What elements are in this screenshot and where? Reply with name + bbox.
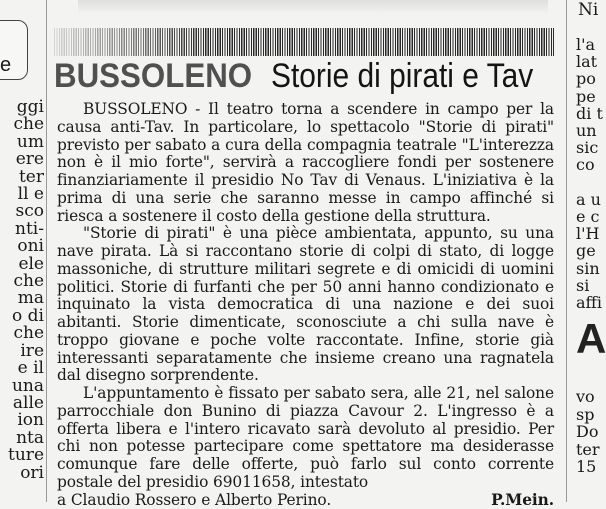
- right-top-fragment: Ni: [578, 0, 598, 20]
- left-column-line: ion: [8, 412, 44, 429]
- left-column-line: una: [8, 378, 44, 395]
- paragraph-2: "Storie di pirati" è una pièce ambientata, appunto, su una nave pirata. Là si raccontano storie di colpi di stato, di logge massoniche, di strutture militari segrete e di omicidi di uomini politici. Storie di furfanti che per 50 anni hanno condizionato e inquinato la vista democratica di una nazione e dei suoi abitanti. Storie dimenticate, sconosciute a chi sulla nave è troppo giovane e poche volte raccontate. Infine, storie già interessanti separatamente che insieme creano una ragnatela dal disegno sorprendente.: [57, 225, 554, 385]
- right-column-line: 15: [576, 458, 600, 476]
- left-column-line: ture: [8, 447, 44, 464]
- left-column-line: ma: [8, 290, 44, 307]
- right-column-line: vo: [576, 388, 600, 406]
- signature-line: [57, 492, 554, 509]
- left-column-line: ori: [8, 465, 44, 482]
- article: [48, 0, 560, 502]
- headline: [54, 56, 569, 96]
- left-column-line: ire: [8, 343, 44, 360]
- left-column-line: ll e: [8, 186, 44, 203]
- right-column-line: sp: [576, 406, 600, 424]
- left-column-fragment: [0, 0, 46, 502]
- right-headline-fragment: A: [576, 318, 606, 360]
- left-column-line: o di: [8, 308, 44, 325]
- headline-kicker: BUSSOLENO: [54, 56, 252, 96]
- left-column-line: ggi: [8, 99, 44, 116]
- left-column-line: oni: [8, 238, 44, 255]
- paragraph-3-tail: a Claudio Rossero e Alberto Perino.: [57, 492, 331, 509]
- right-column-line: l'a: [576, 36, 603, 53]
- paragraph-3: L'appuntamento è fissato per sabato sera, alle 21, nel salone parrocchiale don Bunino di piazza Cavour 2. L'ingresso è a offerta libera e l'intero ricavato sarà devoluto al presidio. Per chi non potesse partecipare come spettatore ma desiderasse comunque fare delle offerte, può farlo sul conto corrente postale del presidio 69011658, intestato: [57, 385, 554, 492]
- headline-title: Storie di pirati e Tav: [271, 56, 533, 96]
- left-column-lines: [8, 99, 44, 482]
- right-column-line: un: [576, 122, 603, 139]
- right-column-line: co: [576, 156, 603, 173]
- right-column-line: Do: [576, 423, 600, 441]
- right-column-line: a u: [576, 191, 603, 208]
- right-column-line: di t: [576, 105, 603, 122]
- left-column-line: um: [8, 134, 44, 151]
- left-column-line: sco: [8, 203, 44, 220]
- left-column-line: ter: [8, 169, 44, 186]
- left-column-line: nta: [8, 430, 44, 447]
- left-column-line: e il: [8, 360, 44, 377]
- column-rule-left: [46, 0, 47, 502]
- right-column-line: sin: [576, 260, 603, 277]
- left-box-char: e: [0, 55, 11, 75]
- right-column-fragment: [566, 0, 600, 502]
- right-column-line: po: [576, 70, 603, 87]
- left-column-line: ele: [8, 256, 44, 273]
- left-column-line: che: [8, 325, 44, 342]
- right-column-lines-upper: [576, 36, 603, 311]
- right-column-line: si: [576, 277, 603, 294]
- headline-hatch-band: [54, 28, 554, 56]
- right-column-line: [576, 174, 603, 191]
- right-column-line: e c: [576, 208, 603, 225]
- right-column-line: ter: [576, 441, 600, 459]
- left-column-line: nti-: [8, 221, 44, 238]
- right-column-line: sic: [576, 139, 603, 156]
- author-signature: P.Mein.: [491, 492, 554, 509]
- right-column-line: pe: [576, 88, 603, 105]
- right-column-line: affi: [576, 294, 603, 311]
- right-column-line: l'H: [576, 225, 603, 242]
- previous-article-fade: [78, 0, 548, 14]
- left-column-line: che: [8, 273, 44, 290]
- right-column-line: ge: [576, 242, 603, 259]
- right-column-line: lat: [576, 53, 603, 70]
- left-column-line: ere: [8, 151, 44, 168]
- left-column-line: che: [8, 116, 44, 133]
- article-body: [57, 101, 554, 509]
- paragraph-1: BUSSOLENO - Il teatro torna a scendere in campo per la causa anti-Tav. In particolare, lo spettacolo "Storie di pirati" previsto per sabato a cura della compagnia teatrale "L'interezza non è il mio forte", servirà a raccogliere fondi per sostenere finanziariamente il presidio No Tav di Venaus. L'iniziativa è la prima di una serie che saranno messe in campo affinché si riesca a sostenere il costo della gestione della struttura.: [57, 101, 554, 225]
- right-column-lines-lower: [576, 388, 600, 476]
- left-column-line: alle: [8, 395, 44, 412]
